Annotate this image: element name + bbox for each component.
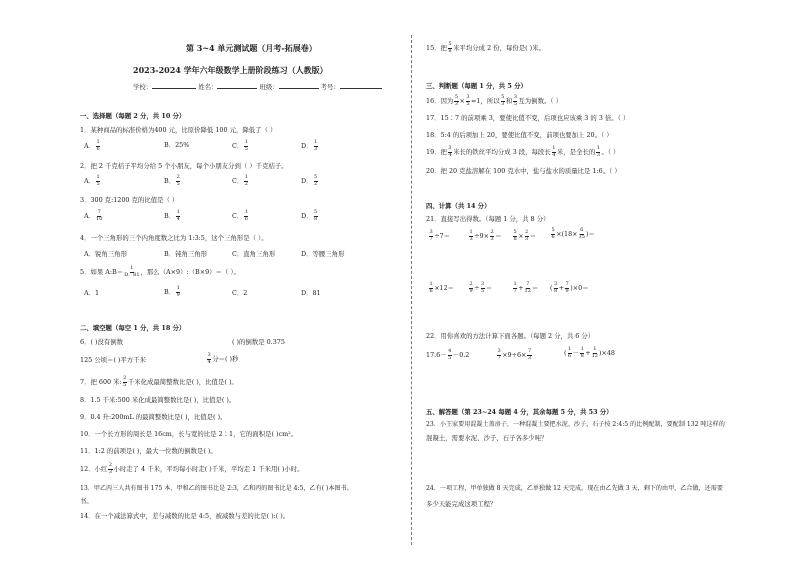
info-line (133, 82, 382, 91)
calc-item: $\frac{1}{3}$ ÷9× $\frac{2}{3}$ ＝ (469, 229, 502, 242)
question-3: 3．300 克:1200 克的比值是（ ） (80, 196, 179, 204)
question-13: 13．甲乙丙三人共有图书 175 本，甲和乙的图书比是 2:3，乙和丙的图书比是 4:5，乙有( )本图书。 (80, 485, 353, 492)
option: B． $\frac{1}{4}$ (164, 209, 180, 222)
name-field[interactable] (217, 82, 257, 89)
option: D． $\frac{1}{3}$ (301, 139, 318, 152)
question-6a: 6．( )没有倒数 (80, 338, 124, 346)
page-title: 第 3~4 单元测试题（月考-拓展卷） (186, 43, 317, 53)
option: C． $\frac{1}{5}$ (232, 139, 248, 152)
option: B． $\frac{1}{9}$ (164, 285, 180, 298)
question-11: 11．1:2 的前项是( )，最大一位数的倒数是( )。 (80, 447, 217, 455)
question-24-line2: 多少天能完成这项工程？ (426, 500, 497, 508)
question-7: 7．把 600 米: $\frac{2}{5}$ 千米化成最简整数比是( )，比值是( )。 (80, 375, 238, 388)
question-9: 9．0.4 升:200mL 的最简整数比是( )，比值是( )。 (80, 413, 227, 421)
calc-item: $\frac{3}{7}$ ÷7＝ (429, 229, 450, 242)
question-20: 20．把 20 克盐溶解在 100 克水中，盐与盐水的质量比是 1:6。（ ） (426, 167, 621, 175)
calc-item: $\frac{1}{7}$ + $\frac{7}{12}$ ＝ (513, 281, 539, 294)
calc-item: $\frac{5}{8}$ × $\frac{2}{3}$ ＝ (513, 229, 537, 242)
option: D． $\frac{5}{8}$ (301, 209, 318, 222)
question-23-line2: 混凝土，需要水泥、沙子、石子各多少吨？ (426, 434, 548, 442)
calc-item: $\frac{5}{6}$ ×(18× $\frac{6}{35}$ )＝ (551, 227, 595, 240)
question-18: 18．5:4 的后项加上 20，要使比值不变，前项也要加上 20。（ ） (426, 131, 613, 139)
calc-item: $\frac{3}{7}$ ×9÷6× $\frac{7}{3}$ (497, 348, 532, 361)
option: A．锐角三角形 (84, 250, 127, 258)
option: A． $\frac{7}{10}$ (84, 209, 103, 222)
question-13-tail: 书。 (80, 497, 93, 505)
calc-item: ( $\frac{3}{8}$ + $\frac{7}{9}$ )×0＝ (550, 281, 589, 294)
exam-no-field[interactable] (340, 82, 382, 89)
calc-item: $\frac{2}{9}$ ÷ $\frac{3}{5}$ ＝ (469, 281, 493, 294)
option: A．1 (84, 289, 100, 297)
question-6d: $\frac{3}{4}$ 分＝( )秒 (207, 352, 239, 365)
question-10: 10．一个长方形的周长是 16cm，长与宽的比是 2∶1，它的面积是( )cm²。 (80, 430, 298, 438)
question-19: 19．把 $\frac{3}{4}$ 米长的铁丝平均分成 3 段，每段长 $\frac{1}{4}$ 米，是全长的 $\frac{1}{3}$ 。（ ） (426, 145, 620, 158)
calc-item: $\frac{1}{6}$ ×12＝ (429, 281, 455, 294)
section-heading: 四、计算（共 14 分） (426, 202, 491, 210)
option: A． $\frac{1}{6}$ (84, 139, 100, 152)
question-14: 14．在一个减法算式中，差与减数的比是 4:5，被减数与差的比是( ):( )。 (80, 512, 290, 520)
question-16: 16．因为 $\frac{5}{3}$ × $\frac{3}{5}$ =1，所以 $\frac{5}{3}$ 和 $\frac{3}{5}$ 互为倒数。（ ） (426, 94, 562, 107)
question-24-line1: 24．一项工程，甲单独做 8 天完成，乙单独做 12 天完成。现在由乙先做 3 天，剩下的由甲、乙合做，还需要 (426, 485, 723, 492)
question-15: 15．把 $\frac{5}{8}$ 米平均分成 2 份，每份是( )米。 (426, 41, 545, 54)
option: C． $\frac{1}{6}$ (232, 209, 248, 222)
option: B．钝角三角形 (164, 250, 208, 258)
question-8: 8．1.5 千米:500 米化成最简整数比是( )，比值是( )。 (80, 396, 236, 404)
question-21: 21．直接写出得数。（每题 1 分，共 8 分） (426, 215, 550, 223)
option: D． $\frac{5}{2}$ (301, 174, 318, 187)
question-22: 22．用你喜欢的方法计算下面各题。（每题 2 分，共 6 分） (426, 332, 595, 340)
column-divider (411, 35, 412, 545)
question-17: 17．15∶7 的前项乘 3，要使比值不变，后项也应该乘 3 的 3 倍。（ ） (426, 114, 630, 122)
question-12: 12．小红 $\frac{2}{3}$ 小时走了 4 千米，平均每小时走( )千米，平均走 1 千米用( )小时。 (80, 462, 304, 475)
question-5: 5．如果 A:B＝ $\frac{1}{D.81}$ ，那么（A×9）:（B×9）＝（ ）。 (80, 265, 240, 278)
section-heading: 一、选择题（每题 2 分，共 10 分） (80, 112, 186, 120)
question-6c: 125 公顷＝( )平方千米 (80, 356, 146, 364)
option: B．25% (164, 141, 190, 149)
class-field[interactable] (279, 82, 319, 89)
exam-no-label: 考号： (320, 83, 340, 91)
option: D．等腰三角形 (301, 250, 345, 258)
option: C．直角三角形 (232, 250, 276, 258)
question-6b: ( )的倒数是 0.375 (232, 338, 285, 346)
option: A． $\frac{1}{5}$ (84, 174, 100, 187)
school-field[interactable] (152, 82, 196, 89)
section-heading: 二、填空题（每空 1 分，共 18 分） (80, 324, 186, 332)
school-label: 学校： (133, 83, 153, 91)
option: B． $\frac{2}{5}$ (164, 174, 180, 187)
option: C． $\frac{1}{2}$ (232, 174, 248, 187)
section-heading: 三、判断题（每题 1 分，共 5 分） (426, 82, 527, 90)
option: C．2 (232, 289, 248, 297)
right-column (414, 0, 794, 562)
option: D．81 (301, 289, 321, 297)
name-label: 姓名： (198, 83, 218, 91)
question-1: 1．某种商品的标准价格为400 元，比原价降低 100 元，降低了（ ） (80, 126, 277, 134)
question-4: 4．一个三角形的三个内角度数之比为 1:3:5，这个三角形是（ ）。 (80, 234, 268, 242)
page-subtitle: 2023-2024 学年六年级数学上册阶段练习（人教版） (133, 65, 328, 75)
question-2: 2．把 2 千克桔子平均分给 5 个小朋友，每个小朋友分到（ ）千克桔子。 (80, 162, 288, 170)
calc-item: ( $\frac{1}{6}$ － $\frac{1}{8}$ + $\frac{1}{12}$ )×48 (564, 346, 615, 359)
calc-item: 17.6－ $\frac{4}{5}$ －0.2 (426, 348, 470, 361)
section-heading: 五、解答题（第 23~24 每题 4 分，其余每题 5 分，共 53 分） (426, 408, 613, 416)
question-23-line1: 23．小王家要用混凝土盖房子，一种混凝土要把水泥、沙子、石子按 2:4:5 的比例配制，要配制 132 吨这样的 (426, 421, 725, 428)
class-label: 班级： (259, 83, 279, 91)
